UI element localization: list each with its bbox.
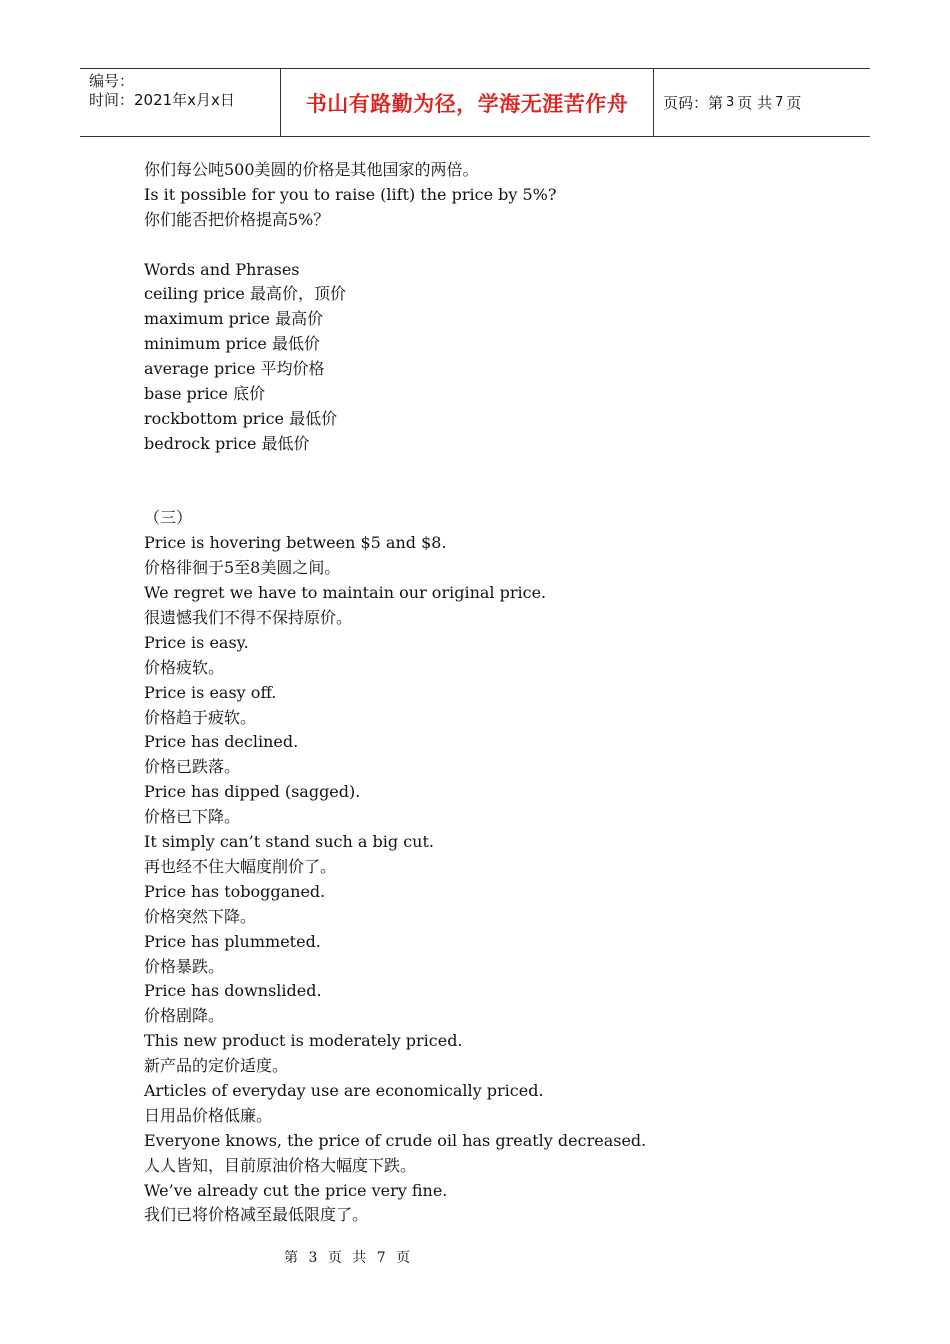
text-line: Articles of everyday use are economically priced. bbox=[144, 1080, 544, 1100]
text-line: rockbottom price 最低价 bbox=[144, 408, 338, 428]
page-mid: 页 共 bbox=[737, 94, 773, 112]
text-line: Is it possible for you to raise (lift) the price by 5%? bbox=[144, 184, 557, 204]
text-line: Price has plummeted. bbox=[144, 931, 321, 951]
time-label: 时间：2021年x月x日 bbox=[89, 91, 235, 109]
text-line: Price is hovering between $5 and $8. bbox=[144, 533, 447, 553]
text-line: average price 平均价格 bbox=[144, 359, 325, 379]
footer-page: 3 bbox=[308, 1250, 318, 1266]
page-header bbox=[80, 68, 870, 137]
text-line: 很遗憾我们不得不保持原价。 bbox=[144, 608, 353, 628]
page-prefix: 页码：第 bbox=[663, 94, 724, 112]
text-line: We regret we have to maintain our original price. bbox=[144, 583, 547, 603]
footer-total: 7 bbox=[376, 1250, 386, 1266]
text-line: Price is easy. bbox=[144, 632, 249, 652]
page-number: 3 bbox=[726, 95, 735, 110]
text-line: 你们每公吨500美圆的价格是其他国家的两倍。 bbox=[144, 160, 479, 179]
text-line: 我们已将价格减至最低限度了。 bbox=[144, 1205, 369, 1225]
text-line: bedrock price 最低价 bbox=[144, 433, 310, 453]
footer-di: 第 bbox=[284, 1250, 298, 1266]
text-line: 价格暴跌。 bbox=[144, 956, 225, 976]
footer-ye1: 页 bbox=[327, 1250, 342, 1266]
text-line: It simply can’t stand such a big cut. bbox=[144, 832, 434, 852]
text-line: Words and Phrases bbox=[144, 259, 300, 279]
text-line: 价格已跌落。 bbox=[144, 757, 241, 777]
header-motto: 书山有路勤为径，学海无涯苦作舟 bbox=[281, 69, 654, 136]
text-line: Price has declined. bbox=[144, 732, 299, 752]
page-suffix: 页 bbox=[786, 94, 802, 112]
blank-line bbox=[144, 457, 864, 482]
text-line: 价格徘徊于5至8美圆之间。 bbox=[144, 558, 341, 578]
text-line: 价格疲软。 bbox=[144, 657, 225, 677]
number-label: 编号： bbox=[89, 72, 135, 90]
text-line: ceiling price 最高价，顶价 bbox=[144, 284, 346, 304]
footer-gong: 共 bbox=[352, 1250, 367, 1266]
text-line: Price is easy off. bbox=[144, 682, 277, 702]
footer-ye2: 页 bbox=[396, 1250, 411, 1266]
text-line: （三） bbox=[144, 508, 193, 528]
text-line: 你们能否把价格提高5%？ bbox=[144, 209, 330, 229]
document-body bbox=[144, 158, 864, 1228]
header-page-info bbox=[654, 69, 870, 136]
text-line: 价格已下降。 bbox=[144, 807, 241, 827]
text-line: Price has tobogganed. bbox=[144, 881, 326, 901]
text-line: Price has dipped (sagged). bbox=[144, 782, 361, 802]
page-total: 7 bbox=[775, 95, 784, 110]
blank-line bbox=[144, 233, 864, 258]
text-line: 再也经不住大幅度削价了。 bbox=[144, 856, 337, 876]
text-line: Everyone knows, the price of crude oil has greatly decreased. bbox=[144, 1130, 647, 1150]
text-line: 价格突然下降。 bbox=[144, 906, 257, 926]
blank-line bbox=[144, 482, 864, 507]
text-line: 人人皆知，目前原油价格大幅度下跌。 bbox=[144, 1155, 417, 1175]
text-line: base price 底价 bbox=[144, 384, 266, 404]
text-line: 价格趋于疲软。 bbox=[144, 707, 257, 727]
text-line: 日用品价格低廉。 bbox=[144, 1105, 273, 1125]
page-footer bbox=[0, 1247, 950, 1267]
text-line: Price has downslided. bbox=[144, 981, 322, 1001]
header-meta bbox=[80, 69, 281, 136]
text-line: This new product is moderately priced. bbox=[144, 1031, 463, 1051]
text-line: 新产品的定价适度。 bbox=[144, 1056, 289, 1076]
text-line: We’ve already cut the price very fine. bbox=[144, 1180, 448, 1200]
text-line: minimum price 最低价 bbox=[144, 334, 320, 354]
text-line: maximum price 最高价 bbox=[144, 309, 324, 329]
text-line: 价格剧降。 bbox=[144, 1006, 225, 1026]
